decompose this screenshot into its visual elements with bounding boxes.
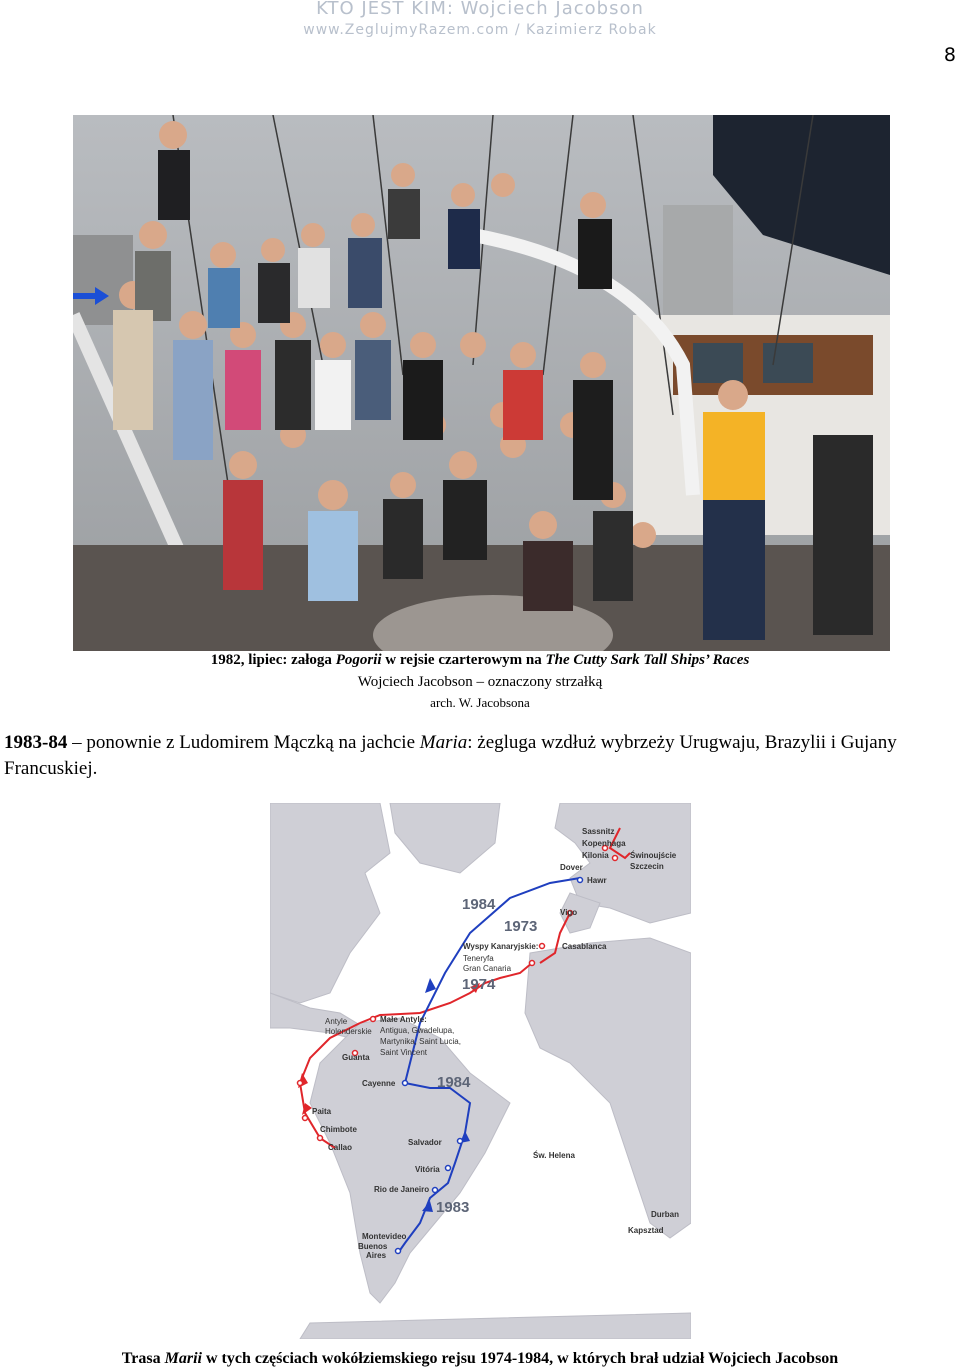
label-year-1984-north: 1984 (462, 896, 496, 913)
body-paragraph: 1983-84 – ponownie z Ludomirem Mączką na jachcie Maria: żegluga wzdłuż wybrzeży Urugwaju, Brazylii i Gujany Francuskiej. (4, 732, 897, 779)
photo-credit: arch. W. Jacobsona (430, 695, 530, 710)
page-number: 8 (943, 44, 956, 66)
years-label: 1983-84 (4, 732, 68, 753)
label-casablanca: Casablanca (562, 942, 607, 951)
label-salvador: Salvador (408, 1138, 442, 1147)
label-year-1983: 1983 (436, 1199, 470, 1216)
label-vigo: Vigo (560, 908, 578, 917)
label-swinoujscie: Świnoujście (630, 851, 677, 860)
label-kapsztad: Kapsztad (628, 1226, 664, 1235)
header-subtitle: www.ZeglujmyRazem.com / Kazimierz Robak (303, 22, 657, 38)
label-durban: Durban (651, 1210, 679, 1219)
label-gran-canaria: Gran Canaria (463, 964, 512, 973)
label-guanta: Guanta (342, 1053, 370, 1062)
label-vitoria: Vitória (415, 1165, 440, 1174)
label-kopenhaga: Kopenhaga (582, 839, 626, 848)
label-antyle-line1: Antigua, Gwadelupa, (380, 1026, 455, 1035)
label-hawr: Hawr (587, 876, 607, 885)
label-antyle-hol-1: Antyle (325, 1017, 348, 1026)
label-cayenne: Cayenne (362, 1079, 396, 1088)
label-year-1984-south: 1984 (437, 1074, 471, 1091)
label-montevideo: Montevideo (362, 1232, 407, 1241)
label-chimbote: Chimbote (320, 1125, 357, 1134)
route-map-image (270, 803, 691, 1339)
label-antyle-line3: Saint Vincent (380, 1048, 427, 1057)
photo-caption-line2: Wojciech Jacobson – oznaczony strzałką (357, 674, 603, 690)
yacht-name: Maria (419, 732, 468, 753)
photo-caption-line1: 1982, lipiec: załoga Pogorii w rejsie czarterowym na The Cutty Sark Tall Ships’ Races (210, 652, 750, 668)
label-antyle-line2: Martynika, Saint Lucia, (380, 1037, 461, 1046)
label-sassnitz: Sassnitz (582, 827, 615, 836)
label-paita: Paita (312, 1107, 332, 1116)
label-kilonia: Kilonia (582, 851, 609, 860)
label-year-1973: 1973 (504, 918, 538, 935)
label-buenos-2: Aires (366, 1251, 387, 1260)
label-szczecin: Szczecin (630, 862, 664, 871)
label-teneryfa: Teneryfa (463, 954, 494, 963)
label-year-1974: 1974 (462, 976, 496, 993)
label-callao: Callao (328, 1143, 353, 1152)
label-rio: Rio de Janeiro (374, 1185, 430, 1194)
label-kanary: Wyspy Kanaryjskie: (463, 942, 539, 951)
label-helena: Św. Helena (533, 1151, 575, 1160)
label-antyle-hol-2: Holenderskie (325, 1027, 372, 1036)
route-map (270, 803, 691, 1339)
crew-photo (73, 115, 890, 651)
label-male-antyle: Małe Antyle: (380, 1015, 427, 1024)
crew-photo-image (73, 115, 890, 651)
label-dover: Dover (560, 863, 583, 872)
map-caption: Trasa Marii w tych częściach wokółziemskiego rejsu 1974-1984, w których brał udział Wojciech Jacobson (121, 1350, 839, 1367)
header-title: KTO JEST KIM: Wojciech Jacobson (316, 0, 644, 19)
label-buenos-1: Buenos (358, 1242, 388, 1251)
